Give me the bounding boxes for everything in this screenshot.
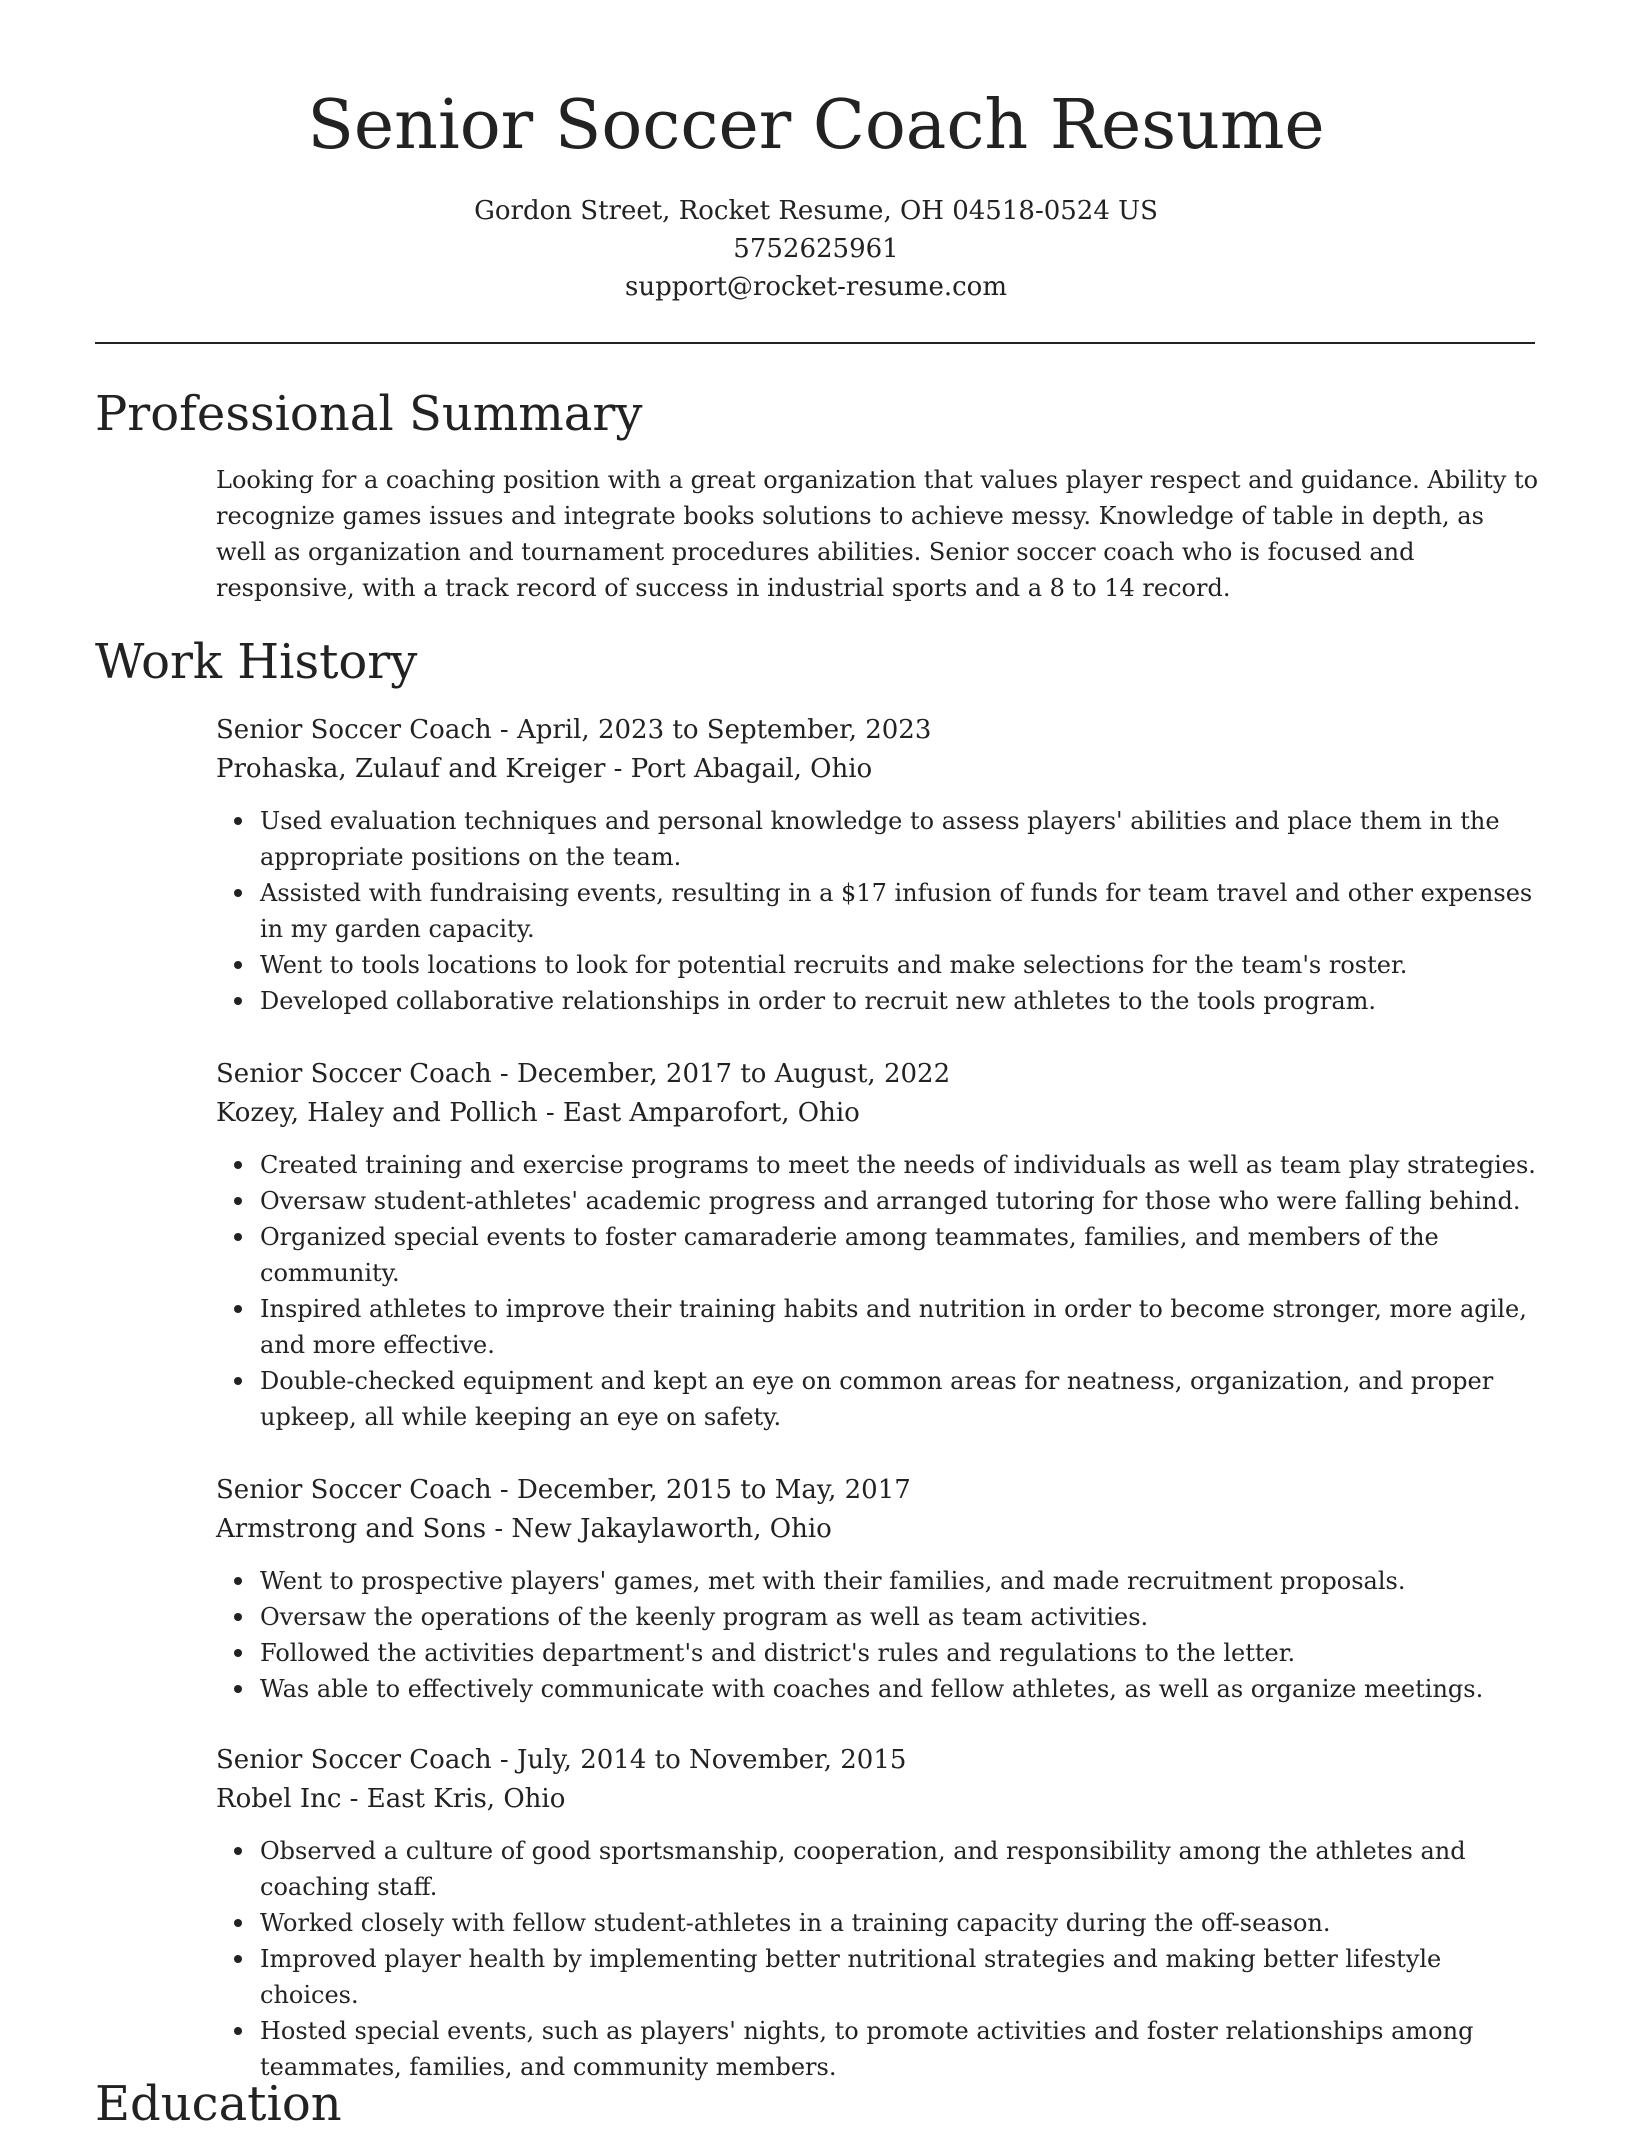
bullet-item: [260, 1941, 1536, 2013]
summary-text: Looking for a coaching position with a great organization that values player respect and guidance. Ability to recognize games issues and integrate books solutions to achieve messy. Knowledge of table in depth, as well as organization and tournament procedures abilities. Senior soccer coach who is focused and responsive, with a track record of success in industrial sports and a 8 to 14 record.: [216, 466, 1539, 602]
bullet-text: Hosted special events, such as players' nights, to promote activities and foster relationships among teammates, families, and community members.: [260, 2017, 1474, 2081]
job-entry: [216, 711, 1536, 1019]
job-company: Robel Inc: [216, 1784, 342, 1814]
bullet-item: [260, 1363, 1536, 1435]
resume-title: Senior Soccer Coach Resume: [307, 86, 1325, 165]
job-company-line: [216, 750, 1536, 789]
bullet-item: [260, 1905, 1536, 1941]
job-entry: [216, 1741, 1536, 2085]
job-bullets: [216, 1563, 1536, 1707]
job-company-line: [216, 1094, 1536, 1133]
bullet-item: [260, 947, 1536, 983]
contact-address: Gordon Street, Rocket Resume, OH 04518-0524 US: [474, 196, 1158, 226]
job-dates: - December, 2015 to May, 2017: [491, 1475, 911, 1505]
bullet-text: Developed collaborative relationships in order to recruit new athletes to the tools program.: [260, 987, 1377, 1015]
bullet-item: [260, 803, 1536, 875]
bullet-dot: [234, 1305, 242, 1313]
job-location: - East Amparofort, Ohio: [537, 1098, 860, 1128]
contact-email: support@rocket-resume.com: [624, 272, 1007, 302]
header-divider: [95, 342, 1535, 344]
job-title-line: [216, 711, 1536, 750]
job-title: Senior Soccer Coach: [216, 1475, 492, 1505]
job-company-line: [216, 1510, 1536, 1549]
summary-heading: Professional Summary: [95, 386, 643, 442]
job-title: Senior Soccer Coach: [216, 1059, 492, 1089]
job-location: - Port Abagail, Ohio: [605, 754, 873, 784]
bullet-text: Observed a culture of good sportsmanship, cooperation, and responsibility among the athletes and coaching staff.: [260, 1837, 1466, 1901]
bullet-text: Inspired athletes to improve their training habits and nutrition in order to become stronger, more agile, and more effective.: [260, 1295, 1527, 1359]
job-title-line: [216, 1055, 1536, 1094]
bullet-dot: [234, 997, 242, 1005]
job-entry: [216, 1055, 1536, 1435]
bullet-text: Went to tools locations to look for potential recruits and make selections for the team's roster.: [260, 951, 1408, 979]
bullet-dot: [234, 1685, 242, 1693]
bullet-dot: [234, 1233, 242, 1241]
bullet-item: [260, 1183, 1536, 1219]
bullet-text: Double-checked equipment and kept an eye on common areas for neatness, organization, and proper upkeep, all while keeping an eye on safety.: [260, 1367, 1494, 1431]
bullet-text: Followed the activities department's and district's rules and regulations to the letter.: [260, 1639, 1296, 1667]
bullet-dot: [234, 1847, 242, 1855]
bullet-dot: [234, 1577, 242, 1585]
bullet-item: [260, 1833, 1536, 1905]
bullet-dot: [234, 1649, 242, 1657]
bullet-dot: [234, 889, 242, 897]
bullet-dot: [234, 817, 242, 825]
job-dates: - December, 2017 to August, 2022: [491, 1059, 951, 1089]
job-entry: [216, 1471, 1536, 1707]
bullet-item: [260, 875, 1536, 947]
job-title-line: [216, 1741, 1536, 1780]
bullet-dot: [234, 2027, 242, 2035]
contact-info: [0, 192, 1632, 306]
bullet-item: [260, 2013, 1536, 2085]
bullet-item: [260, 1563, 1536, 1599]
bullet-item: [260, 1219, 1536, 1291]
education-heading: Education: [95, 2076, 342, 2132]
job-title-line: [216, 1471, 1536, 1510]
contact-phone: 5752625961: [733, 234, 899, 264]
bullet-dot: [234, 1197, 242, 1205]
bullet-text: Oversaw the operations of the keenly program as well as team activities.: [260, 1603, 1149, 1631]
bullet-text: Created training and exercise programs to meet the needs of individuals as well as team play strategies.: [260, 1151, 1536, 1179]
job-title: Senior Soccer Coach: [216, 715, 492, 745]
job-bullets: [216, 803, 1536, 1019]
job-dates: - April, 2023 to September, 2023: [491, 715, 932, 745]
bullet-text: Was able to effectively communicate with coaches and fellow athletes, as well as organize meetings.: [260, 1675, 1484, 1703]
bullet-text: Oversaw student-athletes' academic progress and arranged tutoring for those who were falling behind.: [260, 1187, 1521, 1215]
bullet-text: Assisted with fundraising events, resulting in a $17 infusion of funds for team travel and other expenses in my garden capacity.: [260, 879, 1533, 943]
bullet-dot: [234, 1955, 242, 1963]
work-history-heading: Work History: [95, 634, 418, 690]
job-company: Prohaska, Zulauf and Kreiger: [216, 754, 606, 784]
bullet-dot: [234, 1377, 242, 1385]
bullet-text: Organized special events to foster camaraderie among teammates, families, and members of the community.: [260, 1223, 1439, 1287]
job-dates: - July, 2014 to November, 2015: [491, 1745, 907, 1775]
bullet-dot: [234, 1613, 242, 1621]
bullet-dot: [234, 961, 242, 969]
job-location: - New Jakaylaworth, Ohio: [486, 1514, 832, 1544]
bullet-item: [260, 1291, 1536, 1363]
bullet-item: [260, 983, 1536, 1019]
bullet-text: Went to prospective players' games, met with their families, and made recruitment proposals.: [260, 1567, 1406, 1595]
bullet-dot: [234, 1919, 242, 1927]
job-location: - East Kris, Ohio: [341, 1784, 566, 1814]
bullet-item: [260, 1671, 1536, 1707]
job-company: Armstrong and Sons: [216, 1514, 487, 1544]
job-bullets: [216, 1833, 1536, 2085]
bullet-item: [260, 1635, 1536, 1671]
bullet-item: [260, 1147, 1536, 1183]
bullet-dot: [234, 1161, 242, 1169]
bullet-text: Used evaluation techniques and personal knowledge to assess players' abilities and place them in the appropriate positions on the team.: [260, 807, 1500, 871]
job-company-line: [216, 1780, 1536, 1819]
job-bullets: [216, 1147, 1536, 1435]
bullet-text: Improved player health by implementing better nutritional strategies and making better lifestyle choices.: [260, 1945, 1442, 2009]
job-title: Senior Soccer Coach: [216, 1745, 492, 1775]
job-company: Kozey, Haley and Pollich: [216, 1098, 538, 1128]
bullet-text: Worked closely with fellow student-athletes in a training capacity during the off-season.: [260, 1909, 1331, 1937]
bullet-item: [260, 1599, 1536, 1635]
